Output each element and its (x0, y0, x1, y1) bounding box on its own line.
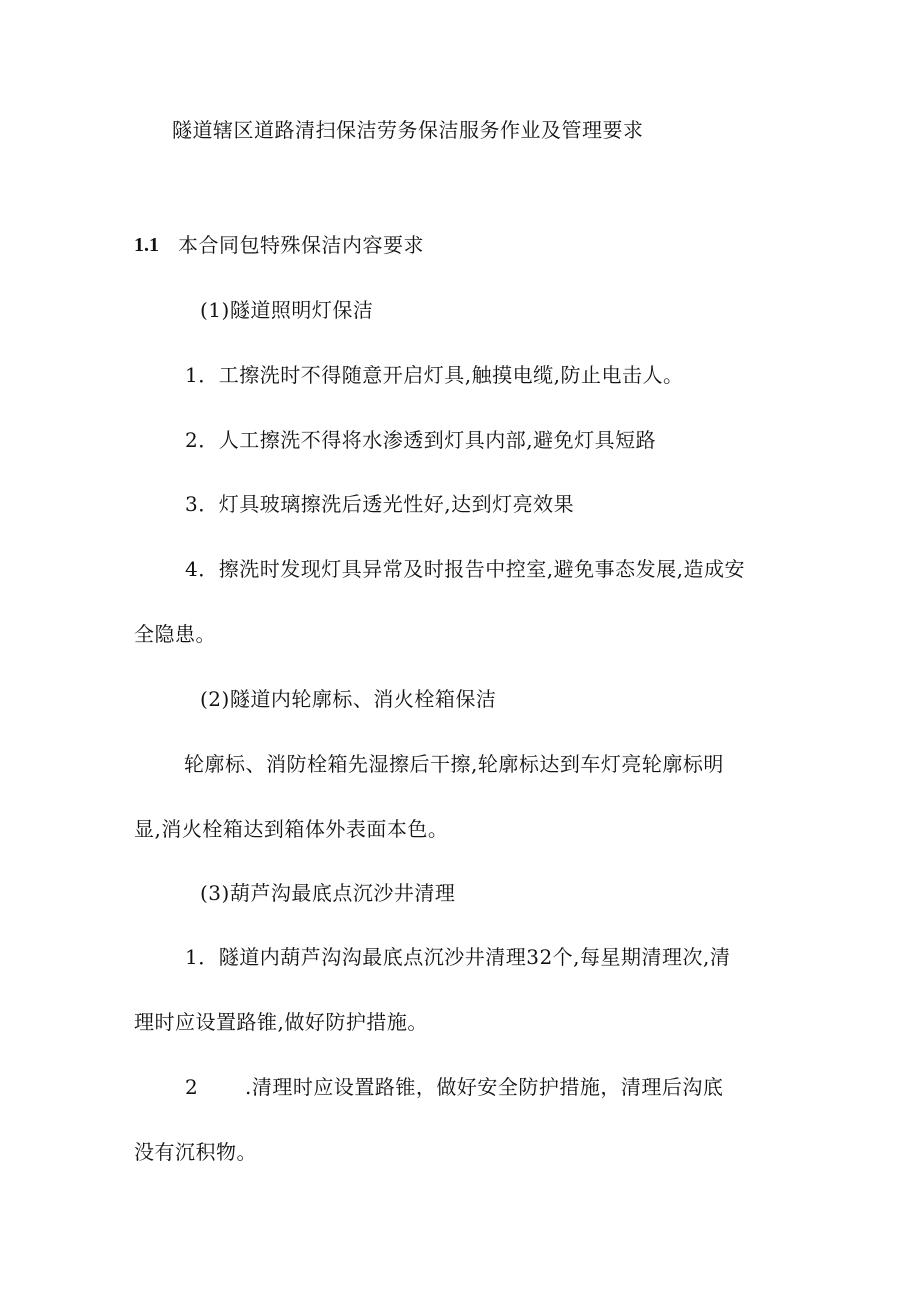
section-title: 本合同包特殊保洁内容要求 (178, 233, 424, 257)
list-item-3-2-continued: 没有沉积物。 (134, 1140, 257, 1164)
list-item-3-2-number: 2 (185, 1075, 199, 1099)
paragraph-2-continued: 显,消火栓箱达到箱体外表面本色。 (134, 817, 449, 841)
subsection-heading-1: (1)隧道照明灯保洁 (200, 298, 374, 322)
list-item-4: 4．擦洗时发现灯具异常及时报告中控室,避免事态发展,造成安 (185, 557, 745, 581)
paragraph-2: 轮廓标、消防栓箱先湿擦后干擦,轮廓标达到车灯亮轮廓标明 (184, 752, 724, 776)
document-title: 隧道辖区道路清扫保洁劳务保洁服务作业及管理要求 (172, 118, 644, 142)
list-item-4-continued: 全隐患。 (134, 622, 216, 646)
list-item-1: 1．工擦洗时不得随意开启灯具,触摸电缆,防止电击人。 (185, 363, 684, 387)
list-item-3-2: .清理时应设置路锥，做好安全防护措施，清理后沟底 (245, 1075, 724, 1099)
section-number: 1.1 (134, 234, 159, 256)
list-item-3-1: 1．隧道内葫芦沟沟最底点沉沙井清理32个,每星期清理次,清 (185, 945, 731, 969)
list-item-3-1-continued: 理时应设置路锥,做好防护措施。 (134, 1010, 428, 1034)
list-item-2: 2．人工擦洗不得将水渗透到灯具内部,避免灯具短路 (185, 428, 657, 452)
subsection-heading-3: (3)葫芦沟最底点沉沙井清理 (200, 881, 456, 905)
subsection-heading-2: (2)隧道内轮廓标、消火栓箱保洁 (200, 687, 497, 711)
list-item-3: 3．灯具玻璃擦洗后透光性好,达到灯亮效果 (185, 492, 575, 516)
